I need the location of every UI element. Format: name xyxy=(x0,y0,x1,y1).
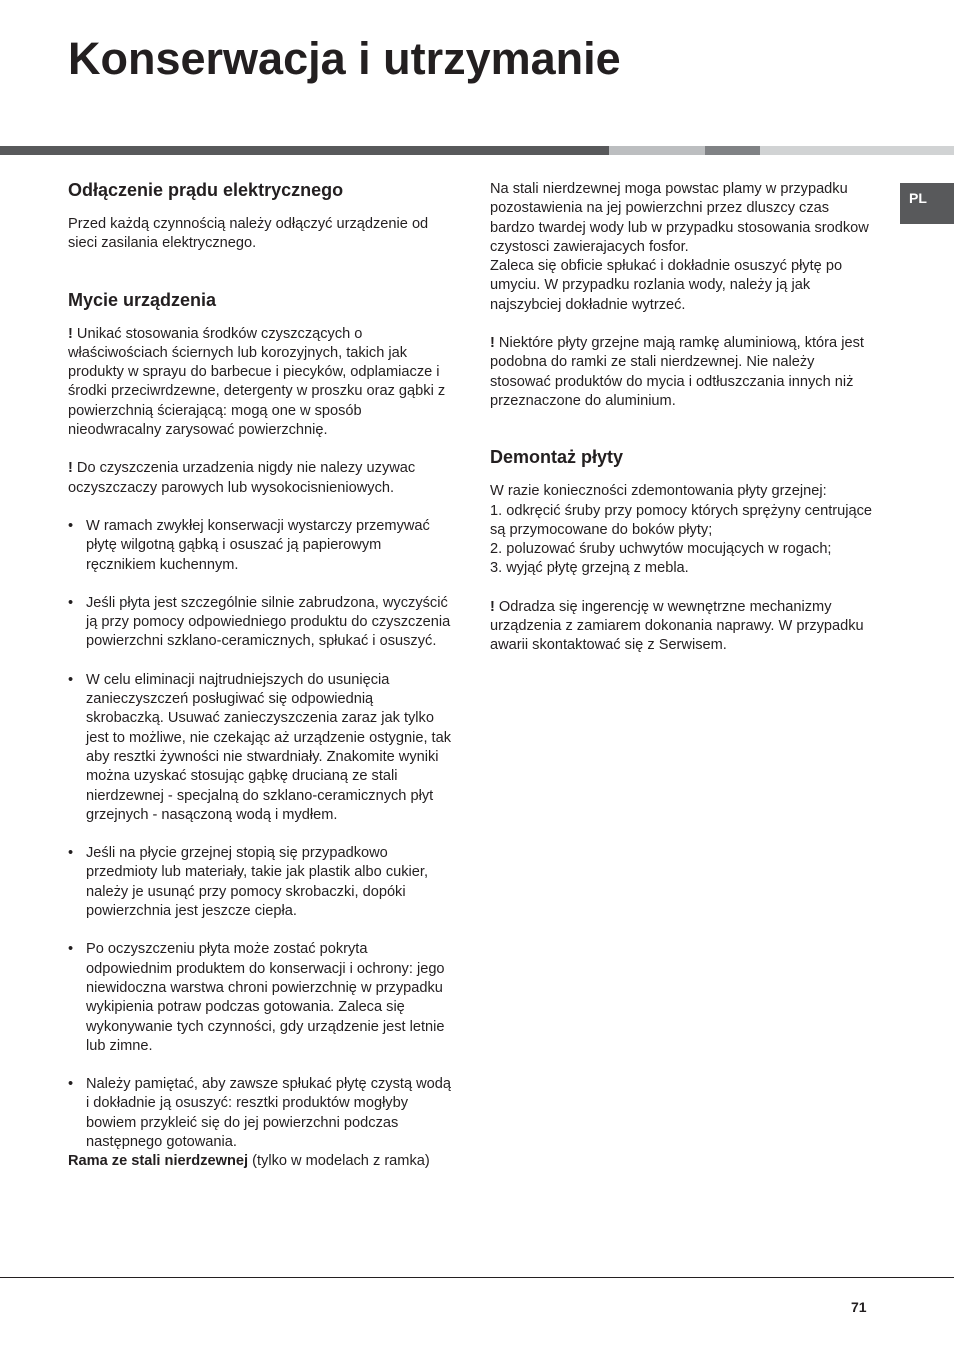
header-band-light xyxy=(609,146,705,155)
steel-paragraph-1: Na stali nierdzewnej moga powstac plamy w przypadku pozostawienia na jej powierzchni przez dluszcy czas bardzo twardej wody lub w przypadku stosowania srodkow czystosci zawierajacych fosfor. xyxy=(490,181,869,255)
removal-intro: W razie konieczności zdemontowania płyty grzejnej: xyxy=(490,483,827,500)
warning-abrasives xyxy=(68,325,453,441)
removal-step: 1. odkręcić śruby przy pomocy których sprężyny centrujące są przymocowane do boków płyty; xyxy=(490,502,873,538)
bullet-dot: • xyxy=(68,845,74,862)
list-item xyxy=(68,844,453,921)
frame-note-bold: Rama ze stali nierdzewnej xyxy=(68,1153,249,1170)
removal-step: 3. wyjąć płytę grzejną z mebla. xyxy=(490,560,689,577)
language-tab: PL xyxy=(900,183,954,224)
list-item-text: W ramach zwykłej konserwacji wystarczy przemywać płytę wilgotną gąbką i osuszać ją papierowym ręcznikiem kuchennym. xyxy=(86,517,430,573)
list-item-text: Jeśli na płycie grzejnej stopią się przypadkowo przedmioty lub materiały, takie jak plastik albo cukier, należy je usunąć przy pomocy skrobaczki, dopóki powierzchnia jest jeszcze ciepła. xyxy=(86,845,429,920)
section-heading-removal: Demontaż płyty xyxy=(490,447,624,468)
list-item-text: W celu eliminacji najtrudniejszych do usunięcia zanieczyszczeń posługiwać się odpowiednią skrobaczką. Usuwać zanieczyszczenia zaraz jak tylko jest to możliwe, nie czekając aż urządzenie ostygnie, tak aby resztki żywności nie stwardniały. Znakomite wyniki można uzyskać stosując gąbkę drucianą ze stali nierdzewnej - specjalną do szklano-ceramicznych płyt grzejnych - nasączoną wodą i mydłem. xyxy=(86,671,452,823)
page-number: 71 xyxy=(851,1299,867,1315)
frame-note xyxy=(68,1152,453,1171)
frame-note-text: (tylko w modelach z ramka) xyxy=(248,1153,430,1170)
warning-mark: ! xyxy=(68,325,73,342)
warning-steam-text: Do czyszczenia urzadzenia nigdy nie nalezy uzywac oczyszczaczy parowych lub wysokocisnieniowych. xyxy=(68,460,416,496)
bullet-dot: • xyxy=(68,1076,74,1093)
power-text: Przed każdą czynnością należy odłączyć urządzenie od sieci zasilania elektrycznego. xyxy=(68,216,429,252)
bullet-dot: • xyxy=(68,594,74,611)
section-heading-cleaning: Mycie urządzenia xyxy=(68,289,217,310)
section-heading-power: Odłączenie prądu elektrycznego xyxy=(68,180,344,200)
list-item-text: Po oczyszczeniu płyta może zostać pokryta odpowiednim produktem do konserwacji i ochrony: jego niewidoczna warstwa chroni powierzchnię w przypadku wykipienia potraw podczas gotowania. Zaleca się wykonywanie tych czynności, gdy urządzenie jest letnie lub zimne. xyxy=(86,941,445,1054)
list-item xyxy=(68,1075,453,1152)
list-item xyxy=(68,517,453,575)
list-item-text: Należy pamiętać, aby zawsze spłukać płytę czystą wodą i dokładnie ją osuszyć: resztki produktów mogłyby bowiem przykleić się do jej powierzchni podczas następnego gotowania. xyxy=(86,1076,452,1150)
warning-aluminium xyxy=(490,334,875,411)
list-item xyxy=(68,940,453,1056)
warning-aluminium-text: Niektóre płyty grzejne mają ramkę aluminiową, która jest podobna do ramki ze stali nierdzewnej. Nie należy stosować produktów do mycia i odtłuszczania innych niż przeznaczone do aluminium. xyxy=(490,335,864,409)
warning-service-text: Odradza się ingerencję w wewnętrzne mechanizmy urządzenia z zamiarem dokonania naprawy. W przypadku awarii skontaktować się z Serwisem. xyxy=(490,598,864,654)
page-title: Konserwacja i utrzymanie xyxy=(68,33,621,84)
header-band-mid xyxy=(705,146,760,155)
right-column xyxy=(490,180,875,656)
steel-paragraph-2: Zaleca się obficie spłukać i dokładnie osuszyć płytę po umyciu. W przypadku rozlania wody, należy ją jak najszybciej dokładnie wytrzeć. xyxy=(490,258,843,313)
warning-abrasives-text: Unikać stosowania środków czyszczących o właściwościach ściernych lub korozyjnych, takich jak produkty w sprayu do barbecue i piecyków, odplamiacze i środki przeciwrdzewne, detergenty w proszku oraz gąbki z powierzchnią ścierającą: mogą one w sposób nieodwracalny zarysować powierzchnię. xyxy=(68,325,446,439)
footer-rule xyxy=(0,1277,954,1278)
warning-mark: ! xyxy=(490,335,495,352)
list-item xyxy=(68,594,453,652)
bullet-dot: • xyxy=(68,517,74,534)
warning-service xyxy=(490,598,875,656)
removal-step: 2. poluzować śruby uchwytów mocujących w rogach; xyxy=(490,541,832,558)
warning-mark: ! xyxy=(68,460,73,477)
warning-steam xyxy=(68,459,453,498)
header-band-pale xyxy=(760,146,954,155)
bullet-dot: • xyxy=(68,941,74,958)
list-item-text: Jeśli płyta jest szczególnie silnie zabrudzona, wyczyścić ją przy pomocy odpowiedniego produktu do czyszczenia powierzchni szklano-ceramicznych, spłukać i osuszyć. xyxy=(86,594,451,650)
bullet-dot: • xyxy=(68,671,74,688)
header-band-dark xyxy=(0,146,609,155)
warning-mark: ! xyxy=(490,598,495,615)
list-item xyxy=(68,671,453,825)
left-column xyxy=(68,178,453,1172)
